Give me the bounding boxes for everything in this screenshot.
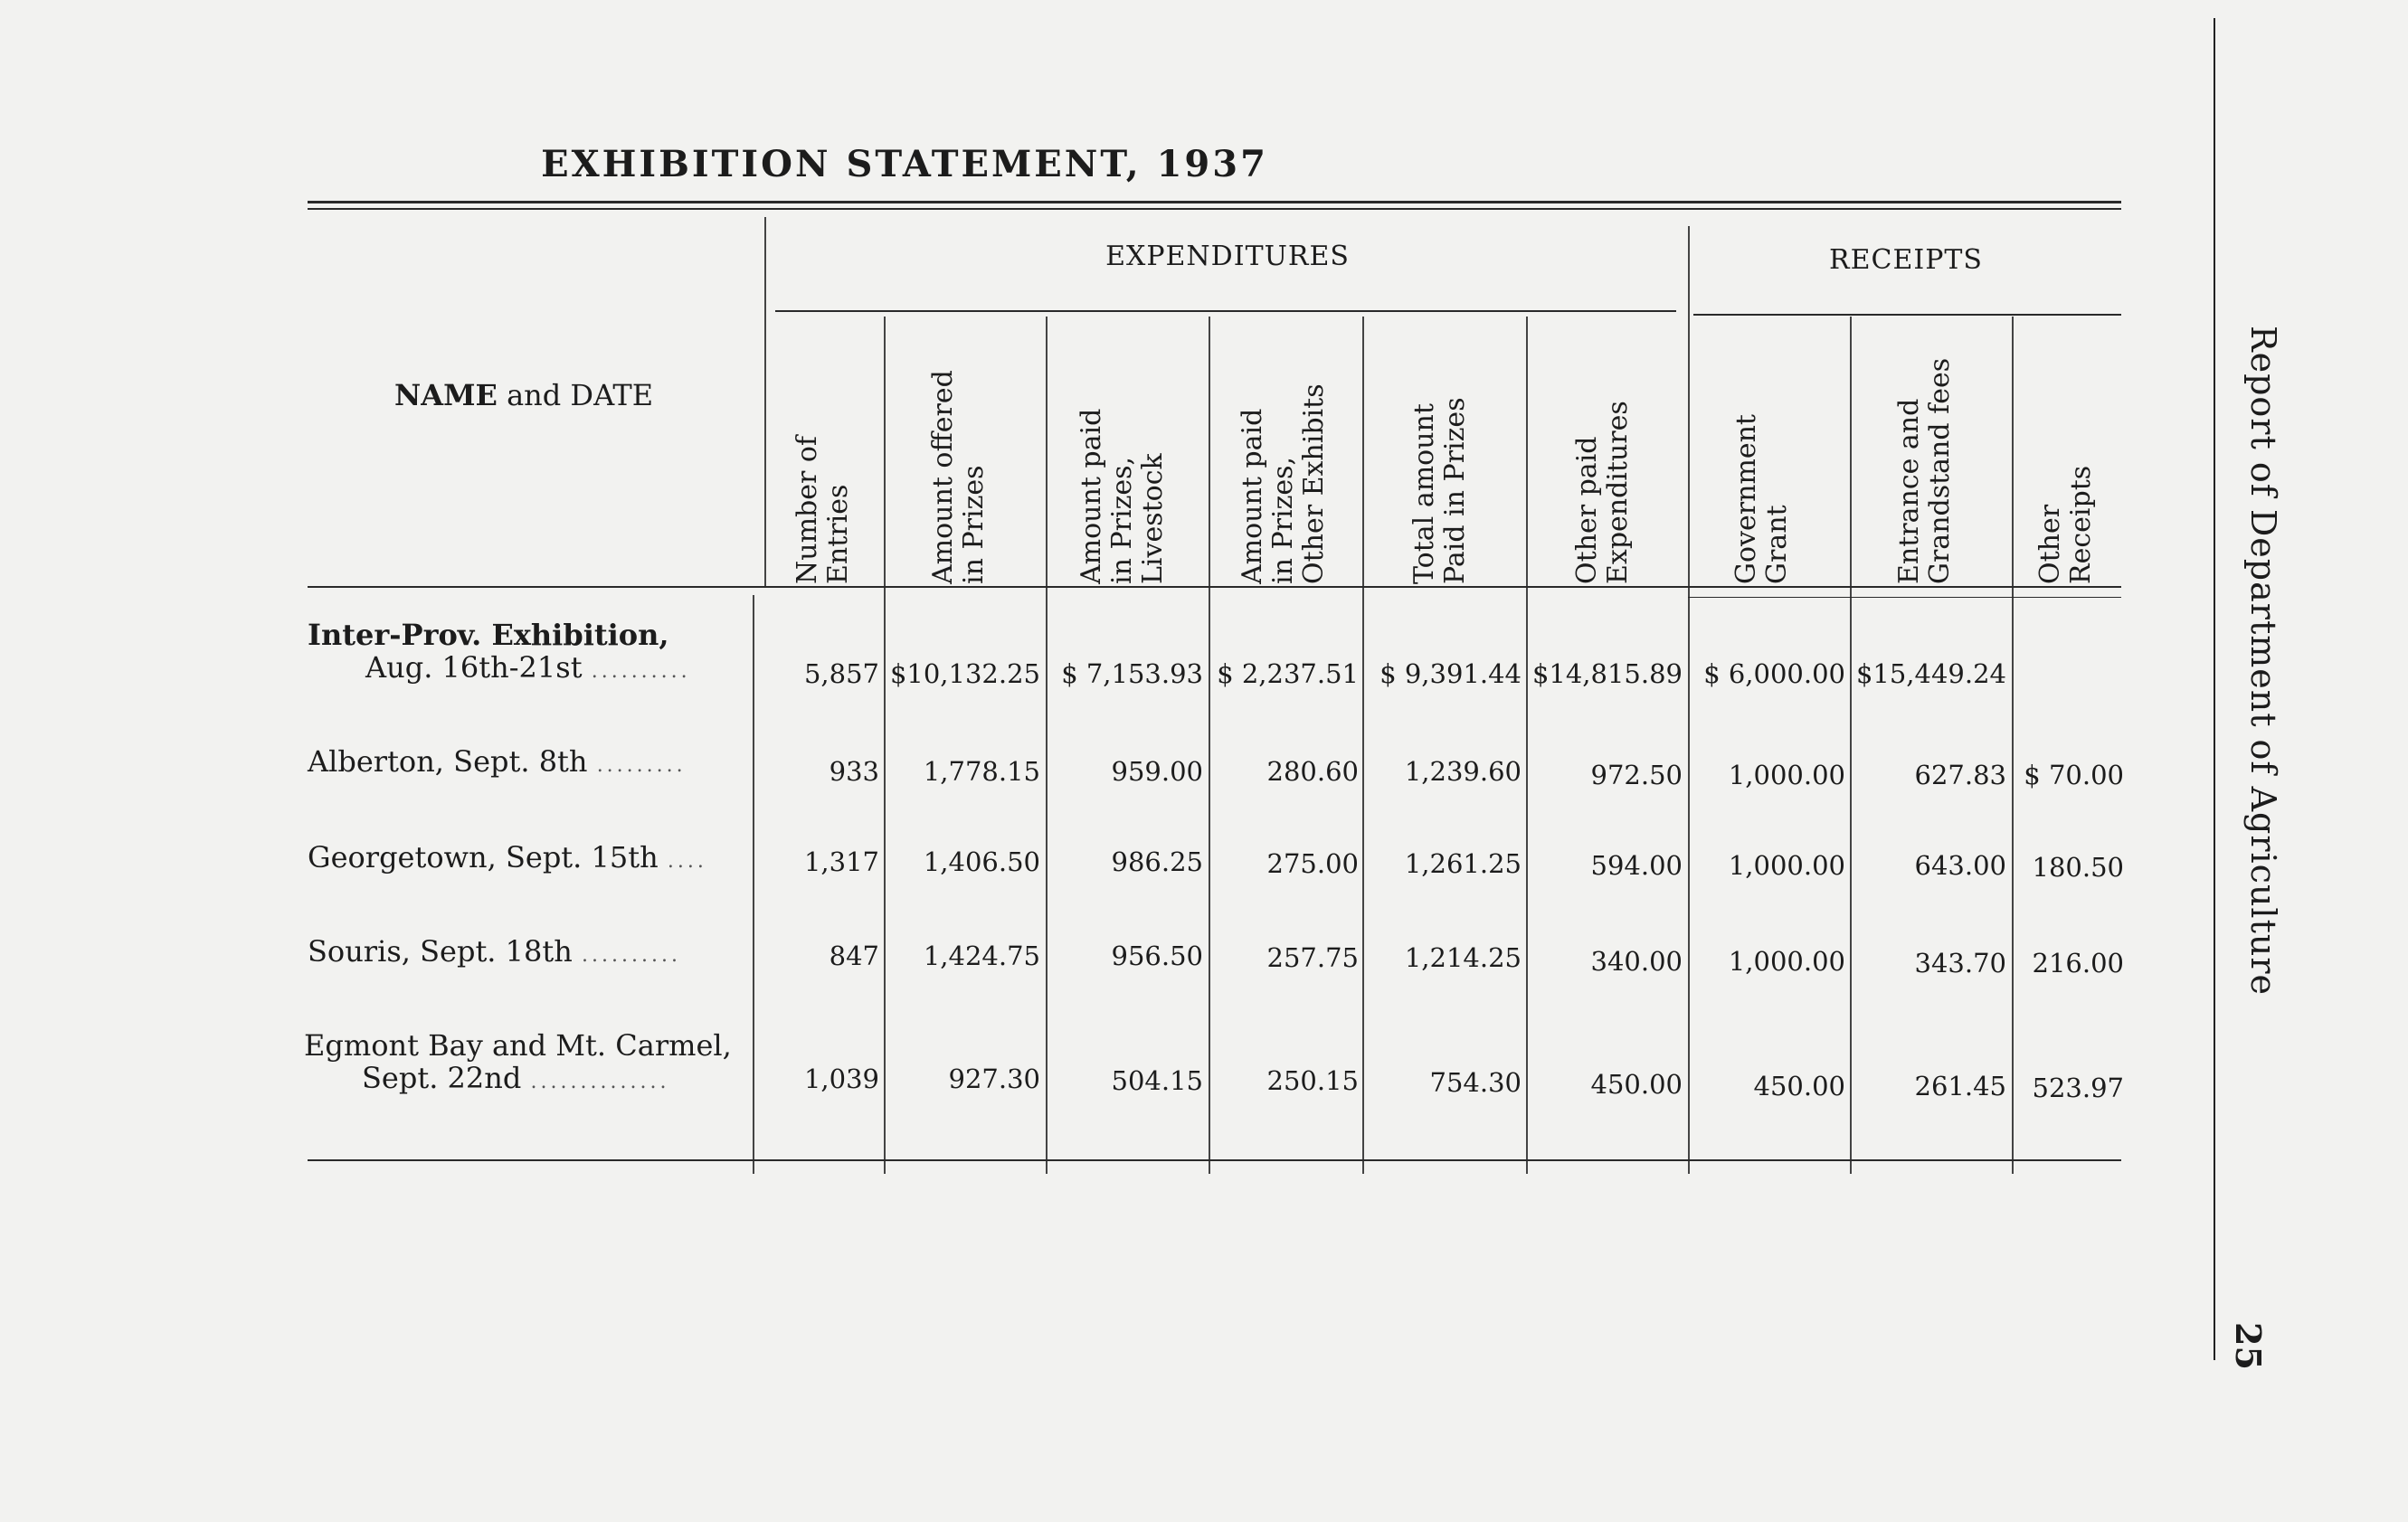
table-cell: 959.00 [1111, 756, 1203, 787]
table-cell: 280.60 [1266, 756, 1359, 787]
table-cell: 754.30 [1429, 1067, 1522, 1098]
table-cell: $ 70.00 [2024, 760, 2124, 790]
table-cell: 1,406.50 [923, 846, 1040, 877]
table-cell: 343.70 [1914, 948, 2006, 978]
table-cell: 257.75 [1266, 942, 1359, 973]
col-divider-8 [2012, 317, 2014, 1174]
table-cell: 1,000.00 [1728, 946, 1845, 977]
table-cell: $10,132.25 [889, 658, 1040, 689]
table-cell: $15,449.24 [1855, 658, 2006, 689]
table-cell: $ 2,237.51 [1217, 658, 1359, 689]
col-header-other-receipts: Other Receipts [2034, 465, 2097, 584]
table-cell: 1,000.00 [1728, 850, 1845, 881]
table-row-name: Georgetown, Sept. 15th .... [308, 840, 707, 874]
table-cell: 275.00 [1266, 848, 1359, 879]
col-header-entries: Number of Entries [792, 435, 854, 584]
table-cell: 261.45 [1914, 1071, 2006, 1101]
top-rule [308, 201, 2121, 203]
name-date-header [394, 378, 653, 412]
table-cell: 216.00 [2032, 948, 2124, 978]
page-title: EXHIBITION STATEMENT, 1937 [541, 143, 1268, 185]
table-cell: 1,000.00 [1728, 760, 1845, 790]
table-cell: 933 [829, 756, 879, 787]
group-divider [1688, 226, 1690, 586]
bottom-rule [308, 1159, 2121, 1161]
col-divider-5 [1526, 317, 1528, 1174]
table-cell: 594.00 [1590, 850, 1683, 881]
receipts-underline [1693, 314, 2121, 316]
table-cell: 180.50 [2032, 852, 2124, 883]
col-divider-6 [1688, 586, 1690, 1174]
col-divider-2 [1046, 317, 1048, 1174]
col-header-government-grant: Government Grant [1730, 414, 1793, 584]
table-cell: 1,261.25 [1404, 848, 1522, 879]
table-cell: 1,424.75 [923, 941, 1040, 971]
table-cell: 1,317 [803, 846, 879, 877]
running-head: Report of Department of Agriculture [2243, 326, 2283, 996]
table-cell: 847 [829, 941, 879, 971]
receipts-header: RECEIPTS [1829, 244, 1983, 276]
name-body-divider [753, 595, 754, 1174]
table-cell: 340.00 [1590, 946, 1683, 977]
table-cell: $ 7,153.93 [1061, 658, 1203, 689]
col-header-entrance-fees: Entrance and Grandstand fees [1893, 357, 1956, 584]
col-divider-3 [1209, 317, 1210, 1174]
table-cell: $ 9,391.44 [1379, 658, 1522, 689]
table-cell: 1,214.25 [1404, 942, 1522, 973]
header-rule [308, 586, 2121, 588]
col-divider-4 [1362, 317, 1364, 1174]
expenditures-header: EXPENDITURES [1105, 241, 1350, 272]
name-column-divider [764, 217, 766, 586]
table-row-name: Inter-Prov. Exhibition, Aug. 16th-21st .......... [308, 618, 691, 685]
col-divider-7 [1850, 317, 1852, 1174]
top-rule-secondary [308, 208, 2121, 210]
table-cell: 250.15 [1266, 1065, 1359, 1096]
table-row-name: Alberton, Sept. 8th ......... [308, 744, 687, 779]
col-header-amount-offered: Amount offered in Prizes [927, 370, 990, 584]
expenditures-underline [775, 310, 1676, 312]
page-number: 25 [2228, 1322, 2269, 1370]
table-cell: 450.00 [1590, 1069, 1683, 1100]
table-cell: 1,778.15 [923, 756, 1040, 787]
table-cell: $14,815.89 [1531, 658, 1683, 689]
col-header-paid-other-exhibits: Amount paid in Prizes, Other Exhibits [1237, 383, 1330, 584]
table-cell: 627.83 [1914, 760, 2006, 790]
table-cell: 5,857 [803, 658, 879, 689]
table-cell: $ 6,000.00 [1703, 658, 1845, 689]
table-cell: 643.00 [1914, 850, 2006, 881]
header-rule-receipts [1688, 597, 2121, 598]
col-header-paid-livestock: Amount paid in Prizes, Livestock [1076, 408, 1169, 584]
table-cell: 450.00 [1753, 1071, 1845, 1101]
name-header-bold: NAME [394, 378, 498, 412]
table-cell: 1,039 [803, 1064, 879, 1094]
col-header-total-paid: Total amount Paid in Prizes [1408, 397, 1471, 584]
table-cell: 956.50 [1111, 941, 1203, 971]
table-row-name: Souris, Sept. 18th .......... [308, 934, 681, 969]
table-cell: 523.97 [2032, 1073, 2124, 1103]
table-cell: 972.50 [1590, 760, 1683, 790]
table-cell: 927.30 [948, 1064, 1040, 1094]
col-header-other-paid: Other paid Expenditures [1571, 401, 1634, 584]
table-cell: 504.15 [1111, 1065, 1203, 1096]
table-cell: 986.25 [1111, 846, 1203, 877]
margin-line [2214, 18, 2215, 1360]
table-row-name: Egmont Bay and Mt. Carmel, Sept. 22nd .............. [304, 1028, 732, 1095]
table-cell: 1,239.60 [1404, 756, 1522, 787]
col-divider-1 [884, 317, 886, 1174]
name-header-rest: and DATE [497, 378, 654, 412]
